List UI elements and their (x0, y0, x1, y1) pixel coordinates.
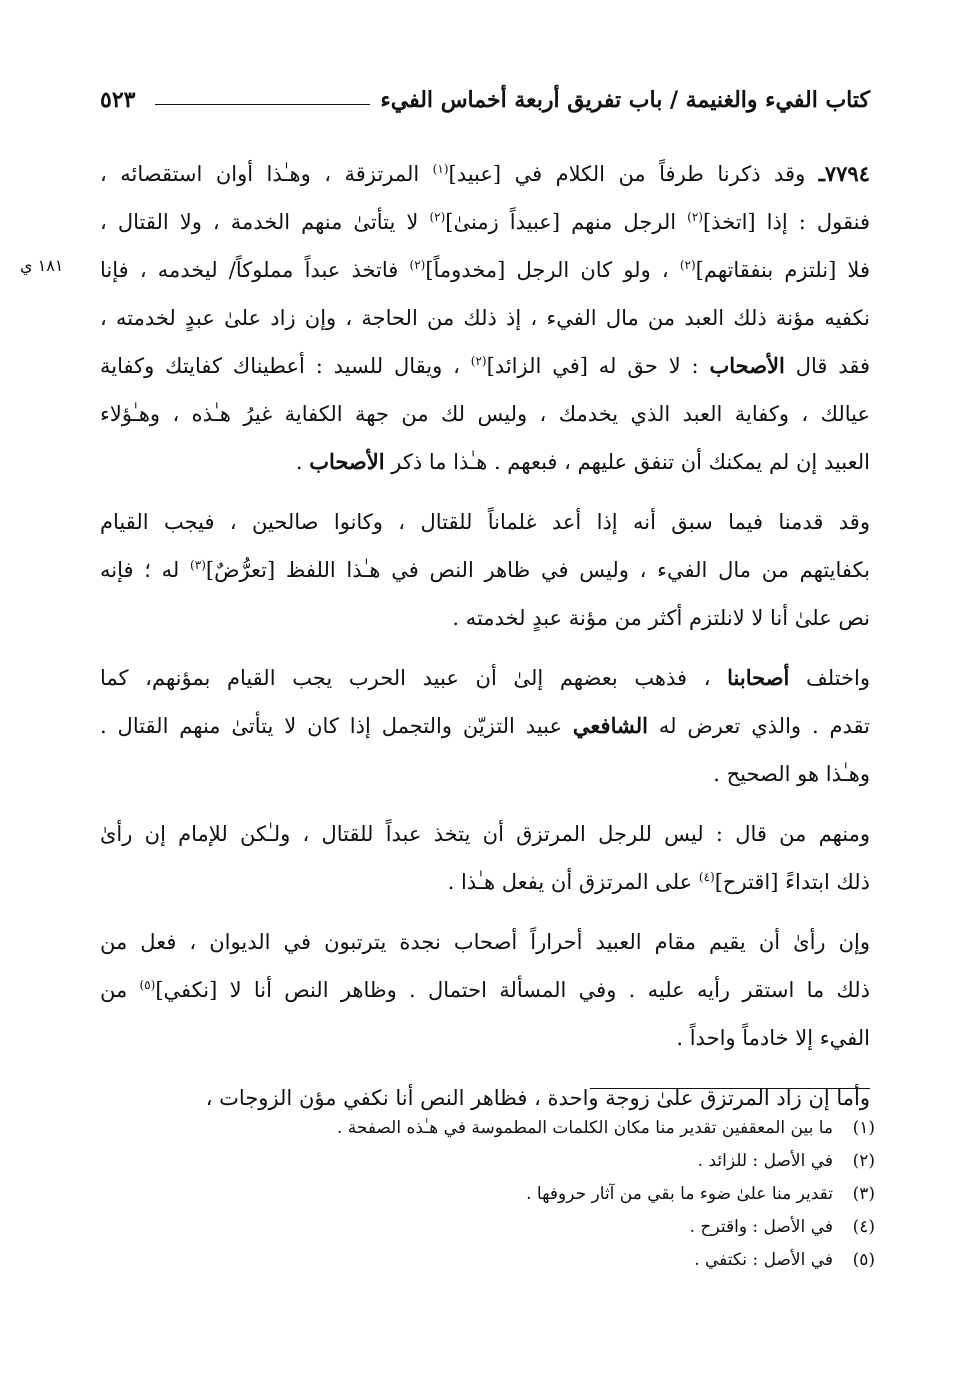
running-header (100, 80, 870, 120)
footnote-text: تقدير منا علىٰ ضوء ما بقي من آثار حروفها . (526, 1184, 833, 1204)
text-line: عيالك ، وكفاية العبد الذي يخدمك ، وليس لك من جهة الكفاية غيرُ هـٰذه ، وهـٰؤلاء (100, 402, 870, 426)
header-title: كتاب الفيء والغنيمة / باب تفريق أربعة أخماس الفيء (380, 87, 870, 113)
paragraph (100, 654, 870, 798)
text-line: نص علىٰ أنا لا لانلتزم أكثر من مؤنة عبدٍ لخدمته . (452, 606, 870, 630)
text-line: فنقول : إذا [اتخذ]$^{(٢)}$ الرجل منهم [عبيداً زمنىٰ]$^{(٢)}$ لا يتأتىٰ منهم الخدمة ، ولا القتال ، (100, 210, 871, 234)
footnote (100, 1178, 875, 1211)
text-line: فقد قال الأصحاب : لا حق له [في الزائد]$^{(٢)}$ ، ويقال للسيد : أعطيناك كفايتك وكفاية (100, 353, 870, 378)
text-line: ٧٧٩٤ـ وقد ذكرنا طرفاً من الكلام في [عبيد]$^{(١)}$ المرتزقة ، وهـٰذا أوان استقصائه ، (100, 161, 870, 186)
footnote-rule (590, 1088, 870, 1089)
text-line: العبيد إن لم يمكنك أن تنفق عليهم ، فبعهم . هـٰذا ما ذكر الأصحاب . (295, 449, 870, 474)
paragraph (100, 810, 870, 906)
page-number: ٥٢٣ (100, 87, 136, 113)
footnote (100, 1112, 875, 1145)
text-line: تقدم . والذي تعرض له الشافعي عبيد التزيّن والتجمل إذا كان لا يتأتىٰ منهم القتال . (100, 713, 870, 738)
main-text (100, 150, 870, 1134)
text-line: وهـٰذا هو الصحيح . (713, 762, 870, 786)
text-line: نكفيه مؤنة ذلك العبد من مال الفيء ، إذ ذلك من الحاجة ، وإن زاد علىٰ عبدٍ لخدمته ، (100, 306, 870, 330)
margin-note: ١٨١ ي (20, 256, 64, 275)
text-line: بكفايتهم من مال الفيء ، وليس في ظاهر النص في هـٰذا اللفظ [تعرُّضٌ]$^{(٣)}$ له ؛ فإنه (100, 558, 870, 582)
text-line: ومنهم من قال : ليس للرجل المرتزق أن يتخذ عبداً للقتال ، ولـٰكن للإمام إن رأىٰ (100, 822, 870, 846)
text-line: ذلك ابتداءً [اقترح]$^{(٤)}$ على المرتزق أن يفعل هـٰذا . (447, 870, 870, 894)
footnote-number: (٥) (852, 1250, 875, 1270)
footnote-number: (٢) (852, 1151, 875, 1171)
footnote-number: (٣) (852, 1184, 875, 1204)
paragraph (100, 150, 870, 486)
text-line: الفيء إلا خادماً واحداً . (676, 1026, 870, 1050)
footnote (100, 1145, 875, 1178)
text-line: وأما إن زاد المرتزق علىٰ زوجة واحدة ، فظاهر النص أنا نكفي مؤن الزوجات ، (205, 1086, 870, 1110)
text-line: وقد قدمنا فيما سبق أنه إذا أعد غلماناً للقتال ، وكانوا صالحين ، فيجب القيام (100, 510, 870, 534)
footnote-text: في الأصل : للزائد . (697, 1151, 833, 1171)
paragraph (100, 498, 870, 642)
text-line: فلا [نلتزم بنفقاتهم]$^{(٢)}$ ، ولو كان الرجل [مخدوماً]$^{(٢)}$ فاتخذ عبداً مملوكاً/ ليخدمه ، فإنا (100, 258, 870, 282)
footnote-text: في الأصل : واقترح . (689, 1217, 833, 1237)
text-line: واختلف أصحابنا ، فذهب بعضهم إلىٰ أن عبيد الحرب يجب القيام بمؤنهم، كما (100, 665, 870, 690)
text-line: ذلك ما استقر رأيه عليه . وفي المسألة احتمال . وظاهر النص أنا لا [نكفي]$^{(٥)}$ من (100, 978, 870, 1002)
footnote-text: في الأصل : نكتفي . (694, 1250, 833, 1270)
text-line: وإن رأىٰ أن يقيم مقام العبيد أحراراً أصحاب نجدة يترتبون في الديوان ، فعل من (100, 930, 870, 954)
footnote (100, 1244, 875, 1277)
header-rule (155, 104, 370, 105)
footnotes (100, 1112, 875, 1277)
paragraph (100, 918, 870, 1062)
footnote-text: ما بين المعقفين تقدير منا مكان الكلمات المطموسة في هـٰذه الصفحة . (336, 1118, 833, 1138)
footnote-number: (٤) (852, 1217, 875, 1237)
footnote (100, 1211, 875, 1244)
footnote-number: (١) (852, 1118, 875, 1138)
